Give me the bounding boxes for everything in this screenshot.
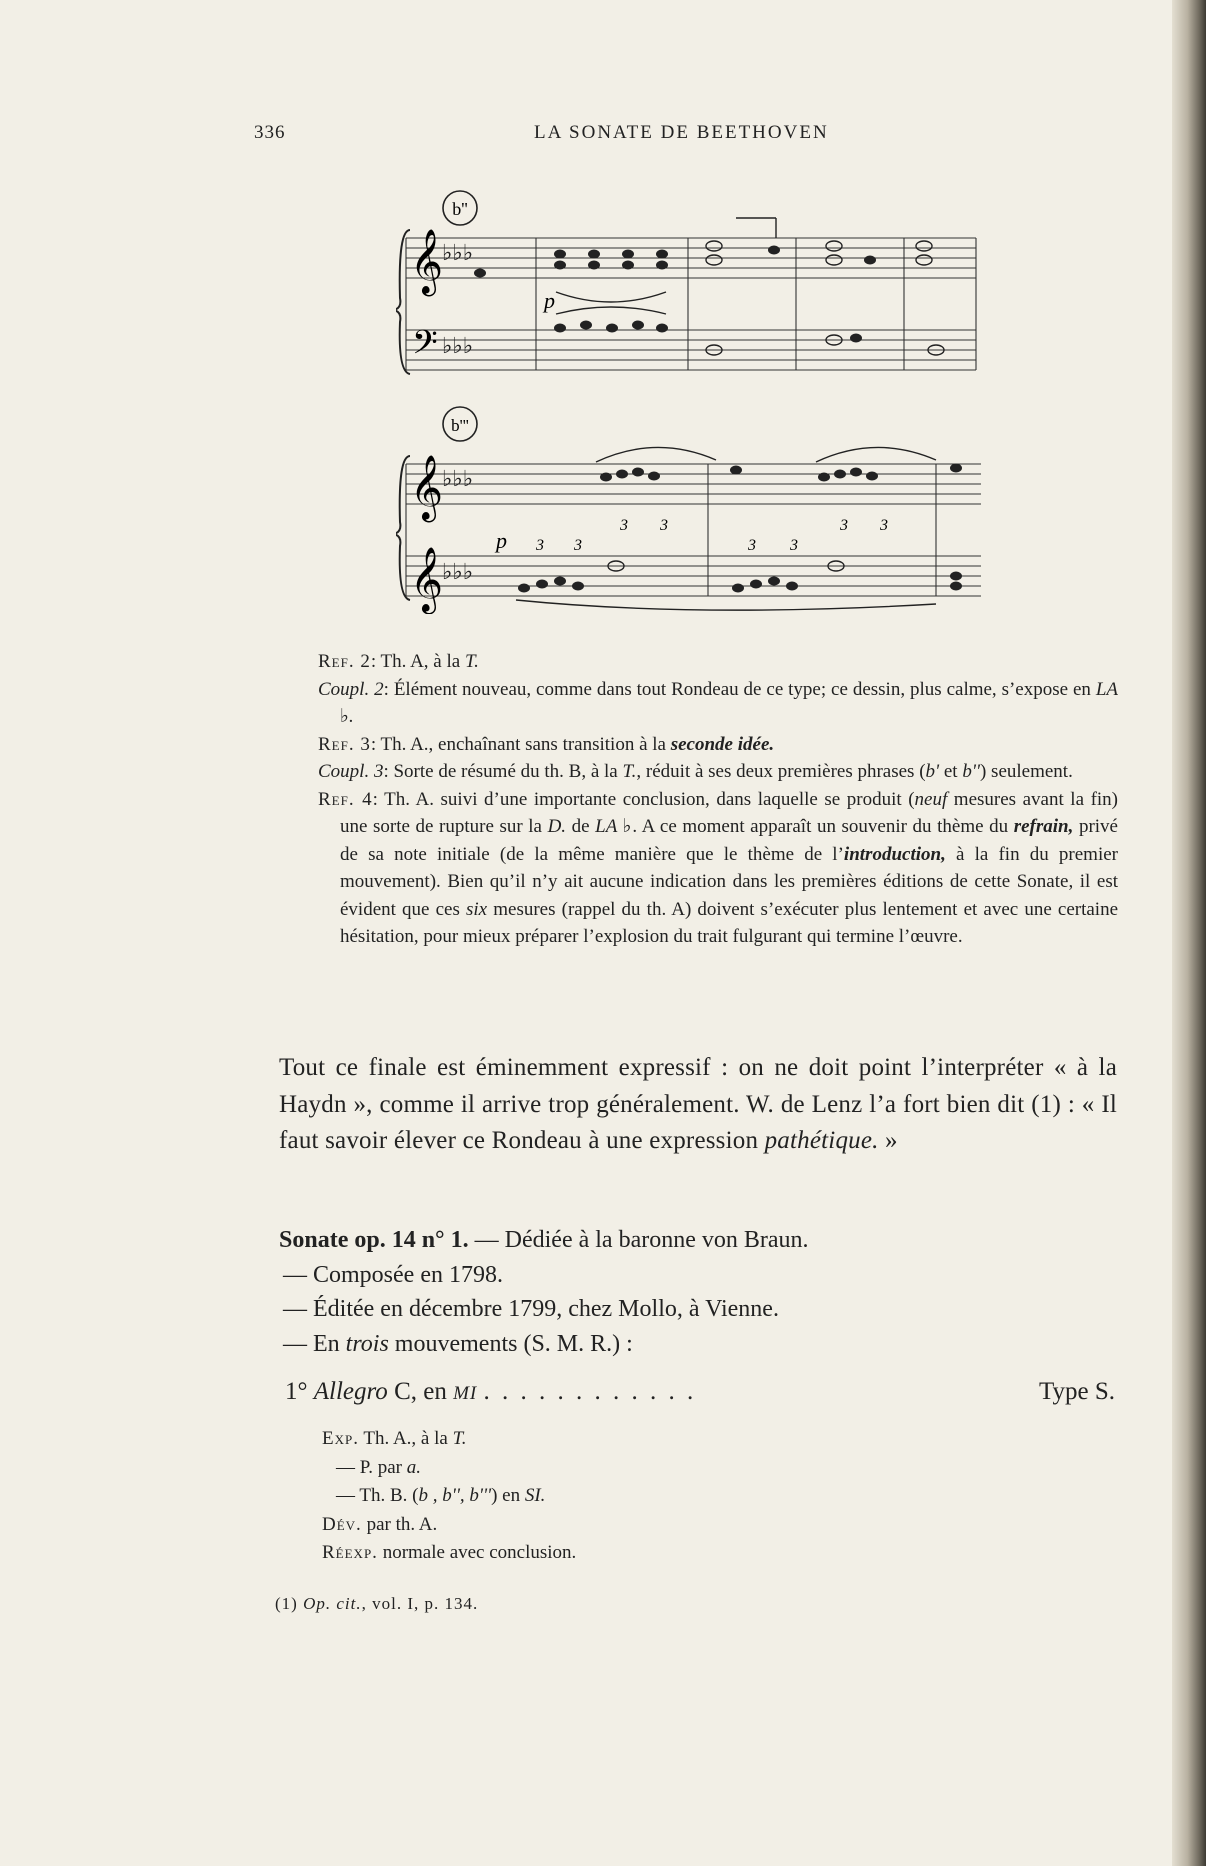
triplet-mark-1: 3: [620, 517, 628, 534]
movement-1-line: 1° Allegro C, en MI . . . . . . . . . . . . Type S.: [285, 1378, 1115, 1405]
example1-label: b'': [452, 199, 468, 219]
triplet-mark-4: 3: [880, 517, 888, 534]
svg-text:𝄞: 𝄞: [410, 549, 444, 611]
sonata-movements: — En trois mouvements (S. M. R.) :: [283, 1330, 633, 1357]
note-ref-4: Ref. 4: Th. A. suivi d’une importante conclusion, dans laquelle se produit (neuf mesures avant la fin) une sorte de rupture sur la D. de LA ♭. A ce moment apparaît un souvenir du thème du refrain, privé de sa note initiale (de la même manière que le thème de l’introduction, à la fin du premier mouvement). Bien qu’il n’y ait aucune indication dans les premières éditions de cette Sonate, il est évident que ces six mesures (rappel du th. A) doivent s’exécuter plus lentement et avec une certaine hésitation, pour mieux préparer l’explosion du trait fulgurant qui termine l’œuvre.: [318, 788, 1119, 947]
detail-dev: Dév. par th. A.: [322, 1513, 438, 1535]
svg-text:𝄢: 𝄢: [412, 324, 438, 369]
music-example-1-score: [396, 188, 981, 388]
note-ref-3: Ref. 3: Th. A., enchaînant sans transition à la seconde idée.: [318, 733, 775, 755]
triplet-mark-7: 3: [748, 537, 756, 554]
footnote: (1) Op. cit., vol. I, p. 134.: [275, 1594, 479, 1613]
svg-text:♭♭♭: ♭♭♭: [442, 333, 474, 358]
detail-exp: Exp. Th. A., à la T.: [322, 1428, 467, 1449]
example1-dynamic: p: [544, 288, 555, 313]
book-spine-shadow: [1172, 0, 1206, 1866]
triplet-mark-6: 3: [574, 537, 582, 554]
movement-1-details: [322, 1425, 1022, 1568]
detail-reexp: Réexp. normale avec conclusion.: [322, 1542, 577, 1563]
svg-text:𝄞: 𝄞: [410, 457, 444, 519]
music-example-1: [396, 188, 981, 388]
triplet-mark-3: 3: [840, 517, 848, 534]
detail-p: — P. par a.: [336, 1456, 421, 1478]
triplet-mark-8: 3: [790, 537, 798, 554]
sonata-edited: — Éditée en décembre 1799, chez Mollo, à Vienne.: [283, 1296, 779, 1322]
note-ref-2: Ref. 2: Th. A, à la T.: [318, 651, 479, 672]
note-coupl-3: Coupl. 3: Sorte de résumé du th. B, à la T., réduit à ses deux premières phrases (b' et b'') seulement.: [318, 761, 1073, 782]
running-title: LA SONATE DE BEETHOVEN: [534, 122, 829, 143]
music-example-2: [396, 404, 981, 614]
page-header: [0, 122, 1206, 152]
triplet-mark-2: 3: [660, 517, 668, 534]
sonata-entry: [279, 1223, 1119, 1361]
note-coupl-2: Coupl. 2: Élément nouveau, comme dans tout Rondeau de ce type; ce dessin, plus calme, s’expose en LA ♭.: [318, 678, 1119, 727]
page-number: 336: [254, 122, 286, 143]
svg-text:♭♭♭: ♭♭♭: [442, 466, 474, 491]
triplet-mark-5: 3: [536, 537, 544, 554]
svg-text:♭♭♭: ♭♭♭: [442, 559, 474, 584]
detail-th-b: — Th. B. (b , b'', b''') en SI.: [336, 1485, 546, 1506]
sonata-composed: — Composée en 1798.: [283, 1261, 503, 1288]
movement-type: Type S.: [1038, 1378, 1115, 1405]
body-paragraph: Tout ce finale est éminemment expressif : on ne doit point l’interpréter « à la Haydn », comme il arrive trop généralement. W. de Lenz l’a fort bien dit (1) : « Il faut savoir élever ce Rondeau à une expression pathétique. »: [279, 1054, 1117, 1154]
analysis-notes: [318, 648, 1118, 951]
example2-label: b''': [451, 416, 469, 435]
svg-text:♭♭♭: ♭♭♭: [442, 240, 474, 265]
music-example-2-score: [396, 404, 981, 614]
example2-dynamic: p: [496, 528, 507, 553]
sonata-heading: Sonate op. 14 n° 1. — Dédiée à la baronne von Braun.: [279, 1227, 809, 1253]
svg-text:𝄞: 𝄞: [410, 231, 444, 293]
